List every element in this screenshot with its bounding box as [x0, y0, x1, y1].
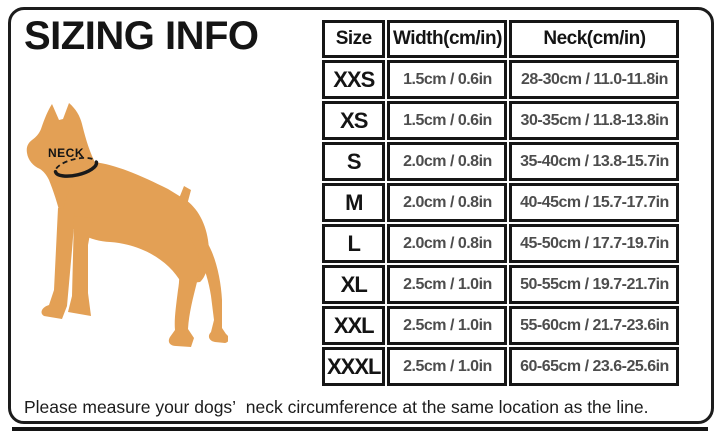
- table-row: [322, 265, 679, 304]
- table-header-row: [322, 20, 679, 58]
- table-row: [322, 142, 679, 181]
- width-cell: 2.0cm / 0.8in: [387, 142, 507, 181]
- table-row: [322, 183, 679, 222]
- dog-body-shape: [27, 103, 228, 347]
- header-size: Size: [322, 20, 385, 58]
- size-table-body: [322, 60, 679, 386]
- neck-cell: 35-40cm / 13.8-15.7in: [509, 142, 679, 181]
- width-cell: 1.5cm / 0.6in: [387, 60, 507, 99]
- table-row: [322, 60, 679, 99]
- size-cell: XS: [322, 101, 385, 140]
- size-cell: XL: [322, 265, 385, 304]
- header-neck: Neck(cm/in): [509, 20, 679, 58]
- neck-label: NECK: [48, 146, 85, 160]
- neck-cell: 50-55cm / 19.7-21.7in: [509, 265, 679, 304]
- size-cell: XXXL: [322, 347, 385, 386]
- table-row: [322, 306, 679, 345]
- neck-cell: 30-35cm / 11.8-13.8in: [509, 101, 679, 140]
- header-width: Width(cm/in): [387, 20, 507, 58]
- neck-cell: 45-50cm / 17.7-19.7in: [509, 224, 679, 263]
- size-cell: L: [322, 224, 385, 263]
- width-cell: 2.5cm / 1.0in: [387, 265, 507, 304]
- size-cell: M: [322, 183, 385, 222]
- width-cell: 2.0cm / 0.8in: [387, 183, 507, 222]
- size-cell: S: [322, 142, 385, 181]
- table-row: [322, 101, 679, 140]
- neck-cell: 28-30cm / 11.0-11.8in: [509, 60, 679, 99]
- bottom-divider-bar: [12, 427, 708, 431]
- width-cell: 1.5cm / 0.6in: [387, 101, 507, 140]
- size-cell: XXL: [322, 306, 385, 345]
- table-row: [322, 224, 679, 263]
- width-cell: 2.5cm / 1.0in: [387, 347, 507, 386]
- sizing-table: [320, 18, 681, 388]
- neck-cell: 55-60cm / 21.7-23.6in: [509, 306, 679, 345]
- width-cell: 2.5cm / 1.0in: [387, 306, 507, 345]
- table-row: [322, 347, 679, 386]
- size-cell: XXS: [322, 60, 385, 99]
- page-title: SIZING INFO: [24, 14, 259, 58]
- dog-silhouette-illustration: [18, 100, 228, 358]
- neck-cell: 40-45cm / 15.7-17.7in: [509, 183, 679, 222]
- width-cell: 2.0cm / 0.8in: [387, 224, 507, 263]
- dog-neck-diagram: [18, 100, 228, 358]
- measure-instruction: Please measure your dogs’ neck circumference at the same location as the line.: [24, 397, 649, 417]
- neck-cell: 60-65cm / 23.6-25.6in: [509, 347, 679, 386]
